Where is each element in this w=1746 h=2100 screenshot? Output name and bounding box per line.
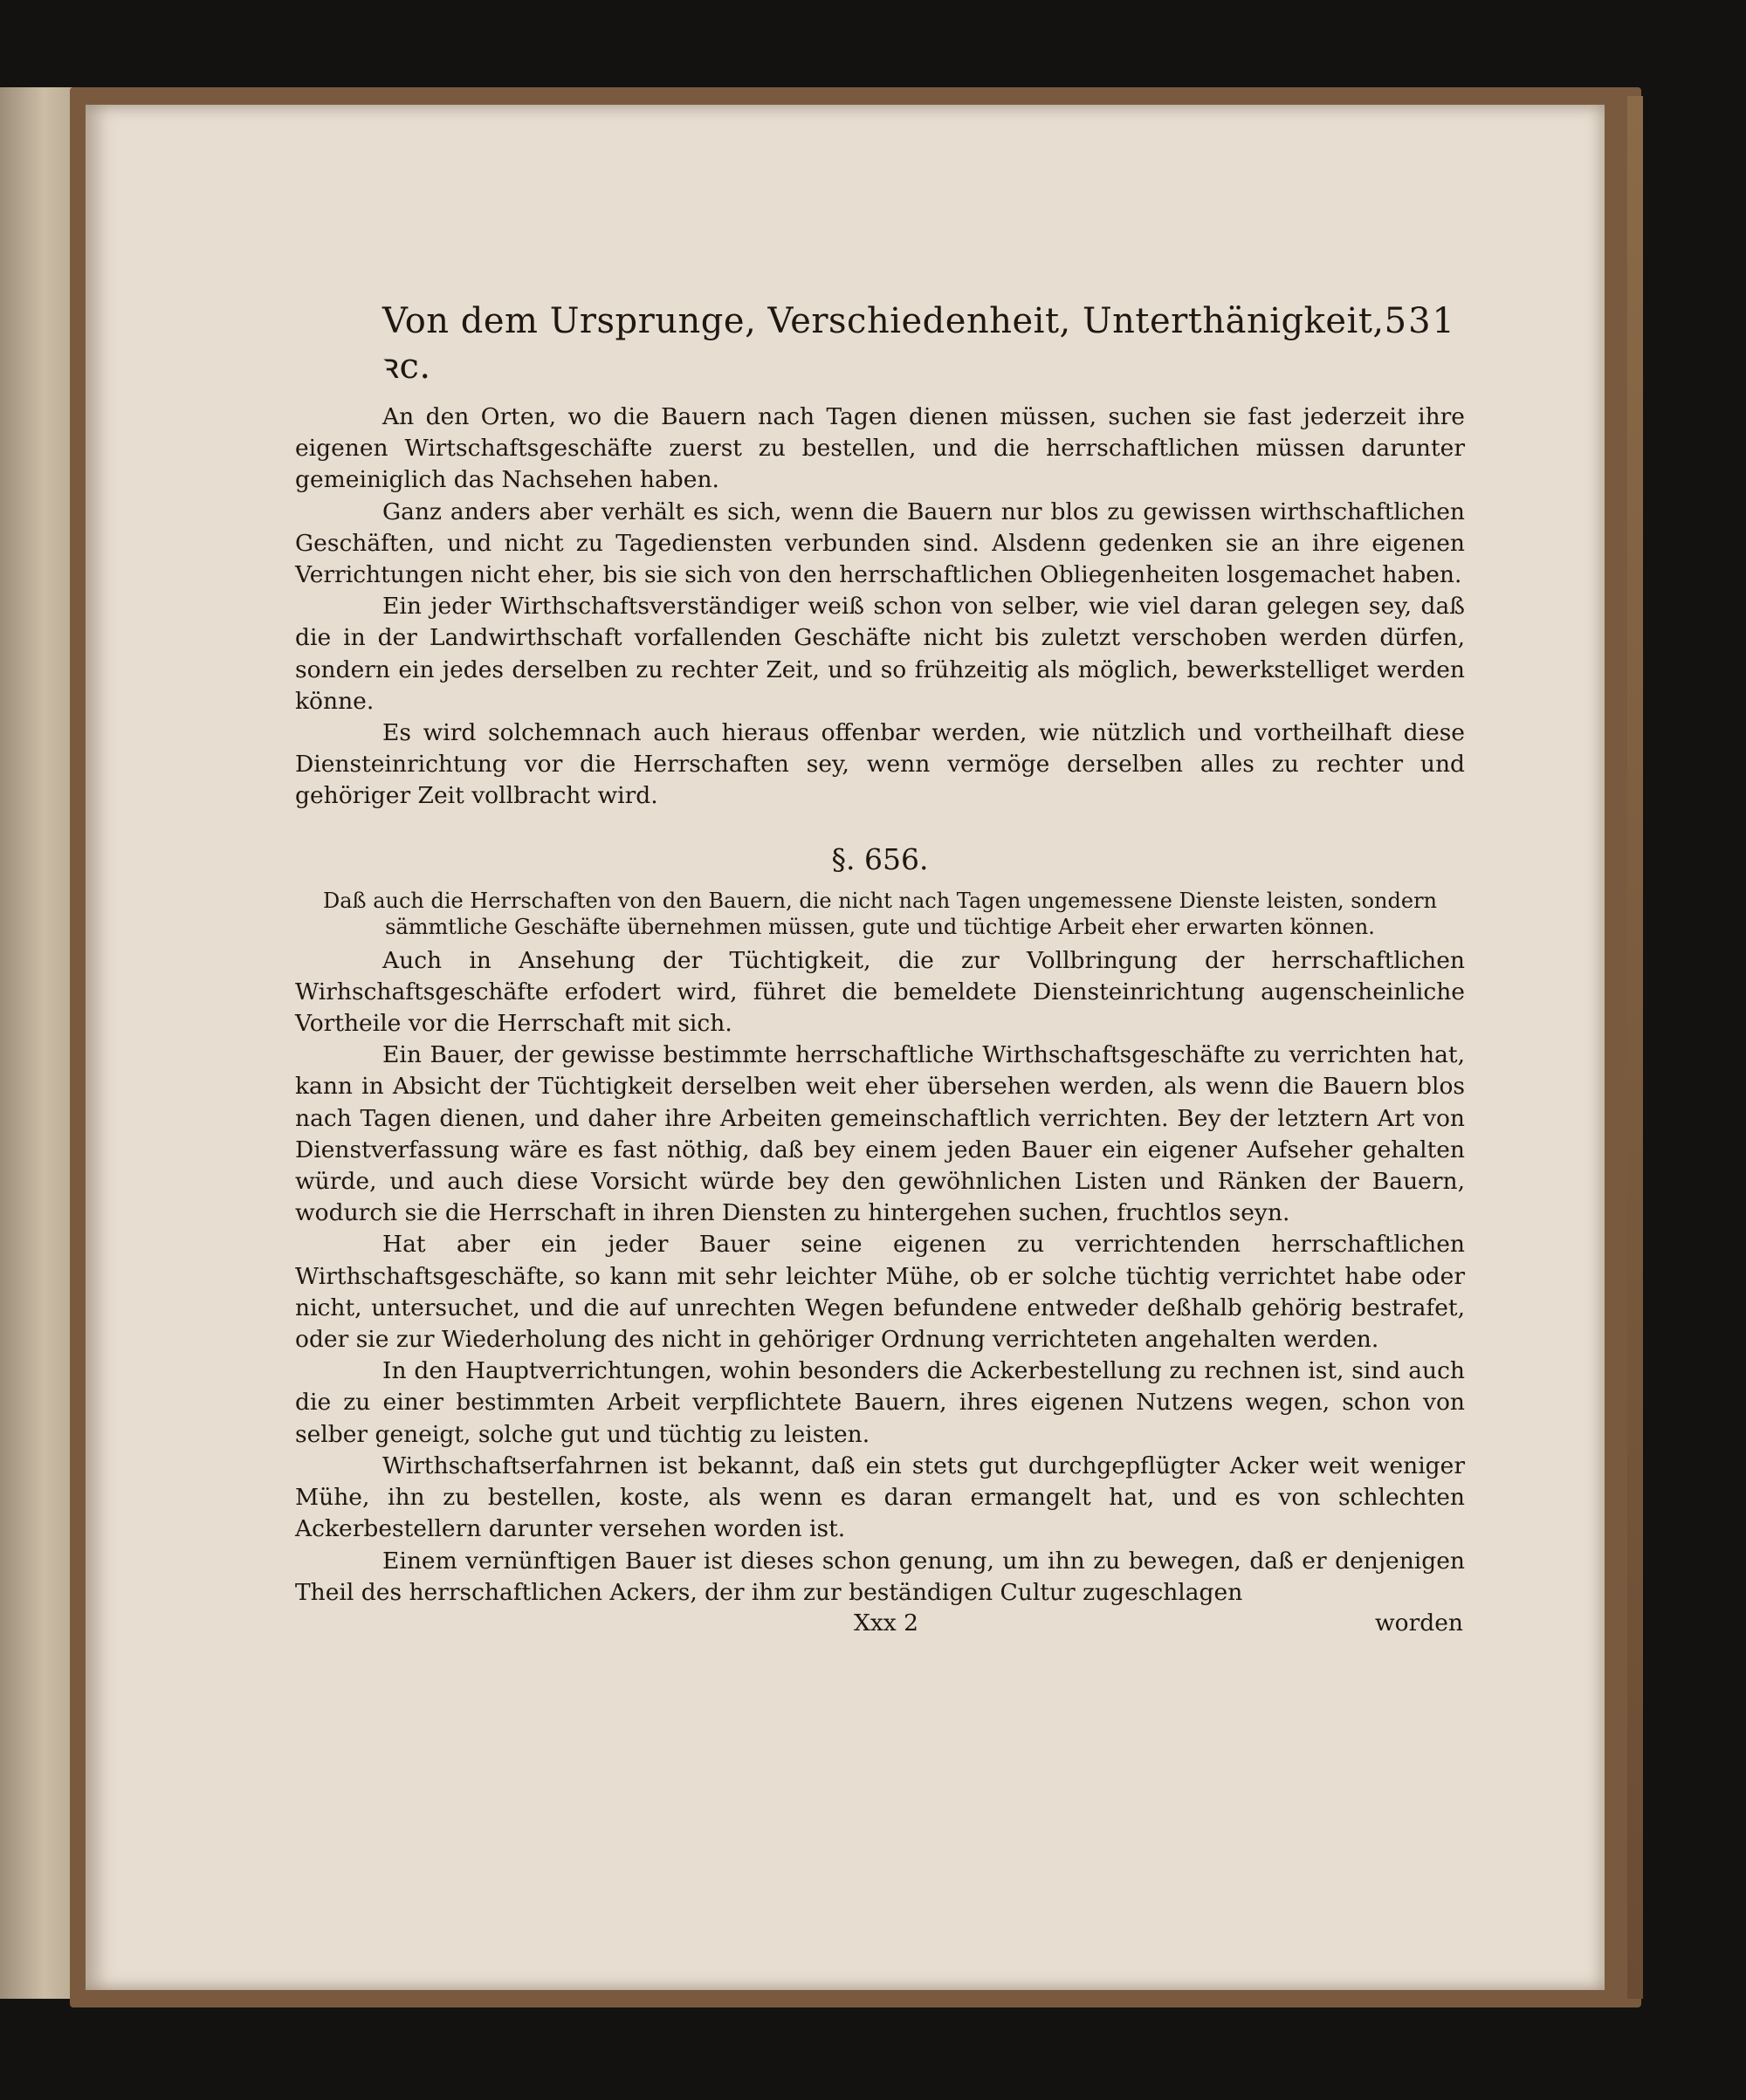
page-footer [295, 1609, 1465, 1638]
paragraph: Hat aber ein jeder Bauer seine eigenen zu verrichtenden herrschaftlichen Wirthschaftsgeschäfte, so kann mit sehr leichter Mühe, ob er solche tüchtig verrichtet habe oder nicht, untersuchet, und die auf unrechten Wegen befundene entweder deßhalb gehörig bestrafet, oder sie zur Wiederholung des nicht in gehöriger Ordnung verrichteten angehalten werden. [295, 1231, 1465, 1354]
paragraph: Auch in Ansehung der Tüchtigkeit, die zur Vollbringung der herrschaftlichen Wirhschaftsgeschäfte erfodert wird, führet die bemeldete Diensteinrichtung augenscheinliche Vortheile vor die Herrschaft mit sich. [295, 946, 1465, 1038]
paragraph: An den Orten, wo die Bauern nach Tagen dienen müssen, suchen sie fast jederzeit ihre eigenen Wirtschaftsgeschäfte zuerst zu bestellen, und die herrschaftlichen müssen darunter gemeiniglich das Nachsehen haben. [295, 403, 1465, 494]
running-head-title: Von dem Ursprunge, Verschiedenheit, Unterthänigkeit, ꝛc. [382, 301, 1385, 387]
paragraph: Einem vernünftigen Bauer ist dieses schon genung, um ihn zu bewegen, daß er denjenigen Theil des herrschaftlichen Ackers, der ihm zur beständigen Cultur zugeschlagen [295, 1547, 1465, 1606]
page-number: 531 [1384, 301, 1456, 341]
paragraph: Ganz anders aber verhält es sich, wenn die Bauern nur blos zu gewissen wirthschaftlichen Geschäften, und nicht zu Tagediensten verbunden sind. Alsdenn gedenken sie an ihre eigenen Verrichtungen nicht eher, bis sie sich von den herrschaftlichen Obliegenheiten losgemachet haben. [295, 498, 1465, 589]
signature-mark: Xxx 2 [854, 1609, 919, 1637]
running-head [295, 299, 1465, 389]
section-summary: Daß auch die Herrschaften von den Bauern, die nicht nach Tagen ungemessene Dienste leisten, sondern sämmtliche Geschäfte übernehmen müssen, gute und tüchtige Arbeit eher erwarten können. [323, 888, 1437, 939]
catchword: worden [1374, 1609, 1463, 1637]
book-page [86, 105, 1605, 1990]
book-cover-right-edge [1627, 96, 1643, 1999]
paragraph: Ein Bauer, der gewisse bestimmte herrschaftliche Wirthschaftsgeschäfte zu verrichten hat, kann in Absicht der Tüchtigkeit derselben weit eher übersehen werden, als wenn die Bauern blos nach Tagen dienen, und daher ihre Arbeiten gemeinschaftlich verrichten. Bey der letztern Art von Dienstverfassung wäre es fast nöthig, daß bey einem jeden Bauer ein eigener Aufseher gehalten würde, und auch diese Vorsicht würde bey den gewöhnlichen Listen und Ränken der Bauern, wodurch sie die Herrschaft in ihren Diensten zu hintergehen suchen, fruchtlos seyn. [295, 1041, 1465, 1227]
paragraph: Wirthschaftserfahrnen ist bekannt, daß ein stets gut durchgepflügter Acker weit weniger Mühe, ihn zu bestellen, koste, als wenn es daran ermangelt hat, und es von schlechten Ackerbestellern darunter versehen worden ist. [295, 1451, 1465, 1543]
paragraph: In den Hauptverrichtungen, wohin besonders die Ackerbestellung zu rechnen ist, sind auch die zu einer bestimmten Arbeit verpflichtete Bauern, ihres eigenen Nutzens wegen, schon von selber geneigt, solche gut und tüchtig zu leisten. [295, 1357, 1465, 1448]
section-number: §. 656. [831, 841, 929, 876]
paragraph: Ein jeder Wirthschaftsverständiger weiß schon von selber, wie viel daran gelegen sey, daß die in der Landwirthschaft vorfallenden Geschäfte nicht bis zuletzt verschoben werden dürfen, sondern ein jedes derselben zu rechter Zeit, und so frühzeitig als möglich, bewerkstelliget werden könne. [295, 593, 1465, 715]
text-block [295, 299, 1465, 1638]
paragraph: Es wird solchemnach auch hieraus offenbar werden, wie nützlich und vortheilhaft diese Diensteinrichtung vor die Herrschaften sey, wenn vermöge derselben alles zu rechter und gehöriger Zeit vollbracht wird. [295, 719, 1465, 810]
